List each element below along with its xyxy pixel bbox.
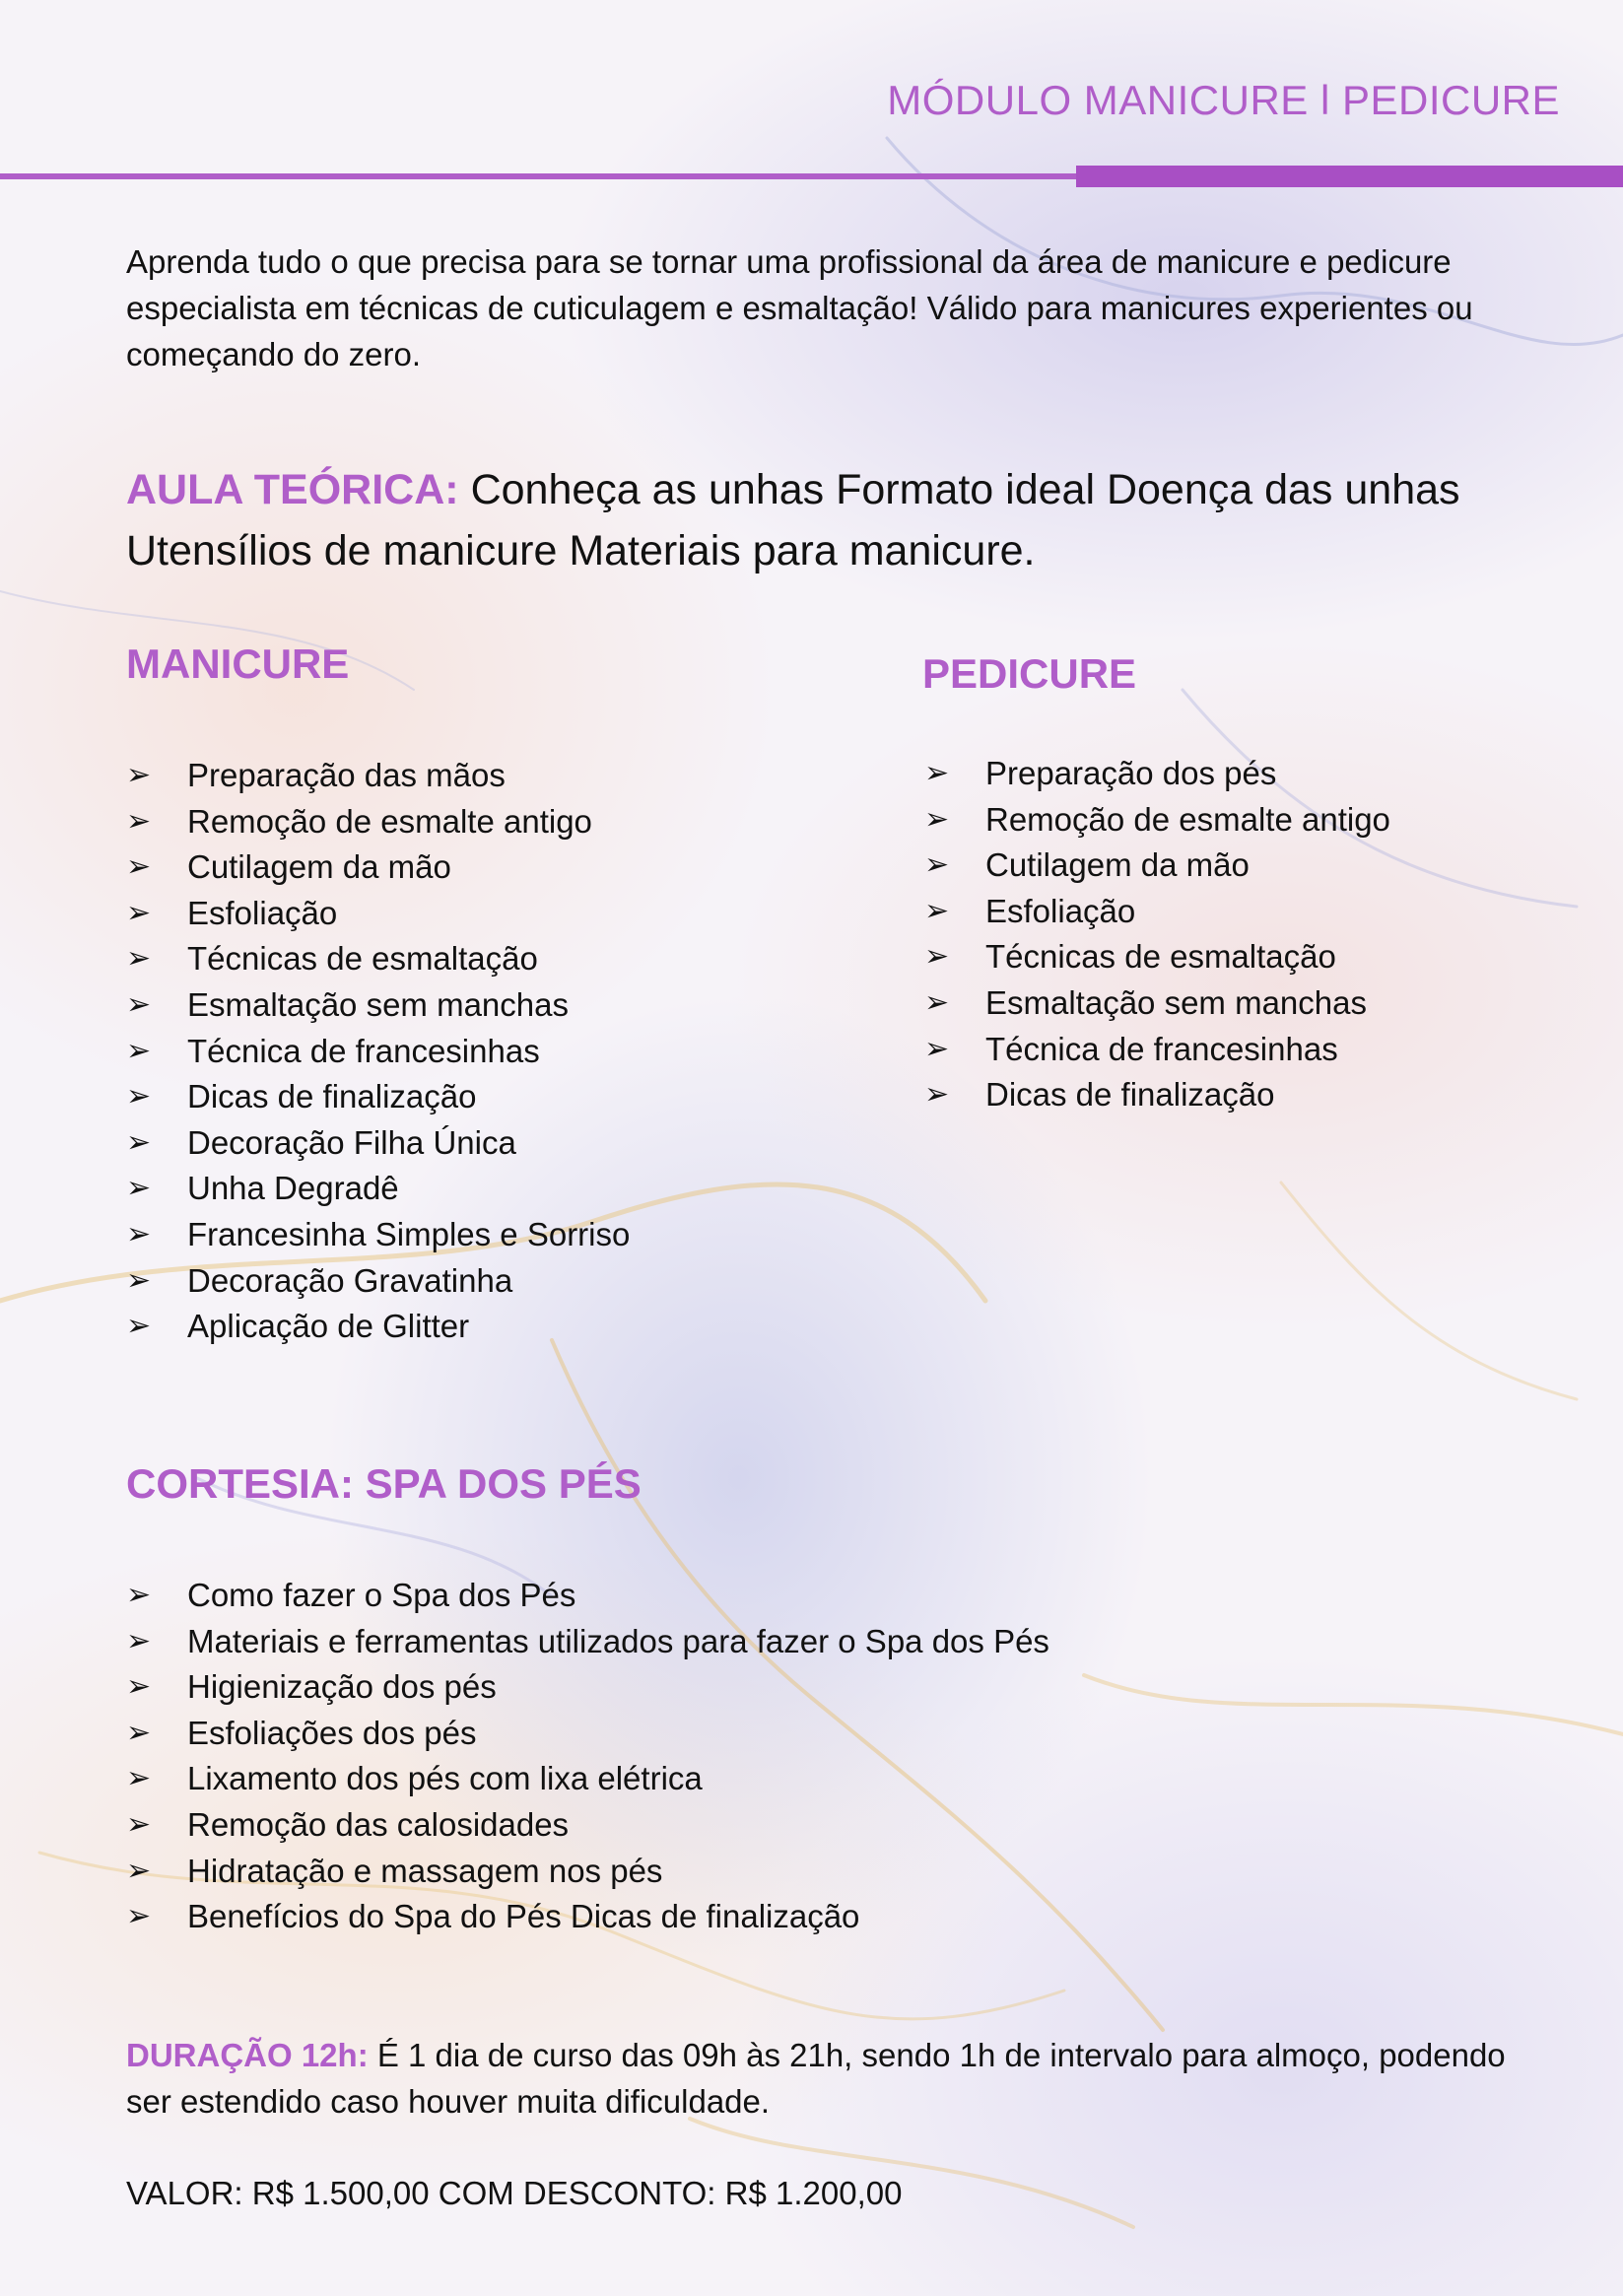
arrow-bullet-icon: ➢ [126,1263,152,1297]
arrow-bullet-icon: ➢ [126,1900,152,1933]
list-item-label: Hidratação e massagem nos pés [187,1852,663,1889]
list-item [126,1074,630,1120]
list-item [924,1027,1390,1073]
arrow-bullet-icon: ➢ [126,1854,152,1887]
list-item-label: Esfoliação [187,894,338,931]
list-item-label: Técnicas de esmaltação [187,940,538,978]
header-rule-thin [0,173,1076,179]
list-item-label: Técnica de francesinhas [187,1032,540,1069]
list-item [126,1304,630,1350]
list-item [126,1711,1049,1757]
arrow-bullet-icon: ➢ [126,759,152,791]
list-item [126,1664,1049,1711]
arrow-bullet-icon: ➢ [126,1716,152,1749]
list-item [126,1802,1049,1849]
list-item [126,1573,1049,1619]
arrow-bullet-icon: ➢ [924,985,950,1019]
manicure-list [126,753,630,1350]
list-item-label: Remoção de esmalte antigo [985,800,1390,838]
arrow-bullet-icon: ➢ [924,848,950,882]
price-line: VALOR: R$ 1.500,00 COM DESCONTO: R$ 1.200,00 [126,2175,903,2211]
arrow-bullet-icon: ➢ [126,942,152,976]
pedicure-title: PEDICURE [922,650,1137,697]
arrow-bullet-icon: ➢ [126,1310,152,1343]
list-item-label: Dicas de finalização [985,1076,1275,1114]
list-item-label: Cutilagem da mão [187,848,451,886]
list-item [126,844,630,891]
list-item [924,1072,1390,1118]
list-item-label: Como fazer o Spa dos Pés [187,1577,576,1613]
list-item-label: Aplicação de Glitter [187,1308,470,1345]
manicure-title: MANICURE [126,641,350,687]
arrow-bullet-icon: ➢ [126,1034,152,1067]
arrow-bullet-icon: ➢ [924,802,950,836]
intro-paragraph: Aprenda tudo o que precisa para se tornar uma profissional da área de manicure e pedicure especialista em técnicas de cuticulagem e esmaltação! Válido para manicures experientes ou começando do zero. [126,243,1473,372]
list-item-label: Preparação das mãos [187,757,506,793]
list-item-label: Lixamento dos pés com lixa elétrica [187,1760,703,1797]
list-item [924,843,1390,889]
list-item [126,1756,1049,1802]
list-item-label: Remoção de esmalte antigo [187,802,592,840]
page-title: MÓDULO MANICURE l PEDICURE [887,77,1560,123]
arrow-bullet-icon: ➢ [924,940,950,974]
arrow-bullet-icon: ➢ [126,1080,152,1114]
spa-list [126,1573,1049,1940]
theory-text: Conheça as unhas Formato ideal Doença das unhas Utensílios de manicure Materiais para manicure. [126,466,1460,574]
list-item [126,1619,1049,1665]
list-item-label: Unha Degradê [187,1170,399,1207]
list-item [126,936,630,982]
list-item-label: Técnica de francesinhas [985,1030,1338,1067]
list-item-label: Higienização dos pés [187,1668,497,1706]
arrow-bullet-icon: ➢ [126,1762,152,1795]
arrow-bullet-icon: ➢ [924,1032,950,1065]
list-item-label: Esmaltação sem manchas [985,983,1367,1021]
list-item [126,1258,630,1305]
list-item-label: Benefícios do Spa do Pés Dicas de finalização [187,1898,860,1935]
duration-paragraph [126,2032,1545,2125]
pedicure-list [924,751,1390,1118]
arrow-bullet-icon: ➢ [924,894,950,927]
duration-text: É 1 dia de curso das 09h às 21h, sendo 1h de intervalo para almoço, podendo ser estendido caso houver muita dificuldade. [126,2037,1506,2120]
list-item [126,753,630,799]
arrow-bullet-icon: ➢ [126,1172,152,1205]
theory-paragraph [126,459,1545,581]
theory-label: AULA TEÓRICA: [126,466,459,513]
list-item [924,889,1390,935]
list-item-label: Decoração Gravatinha [187,1261,513,1299]
list-item-label: Francesinha Simples e Sorriso [187,1215,631,1252]
arrow-bullet-icon: ➢ [126,1807,152,1841]
list-item-label: Materiais e ferramentas utilizados para fazer o Spa dos Pés [187,1622,1049,1659]
list-item [924,934,1390,980]
list-item-label: Cutilagem da mão [985,846,1250,884]
list-item-label: Esmaltação sem manchas [187,985,569,1023]
list-item-label: Técnicas de esmaltação [985,938,1336,976]
arrow-bullet-icon: ➢ [924,757,950,789]
list-item [126,891,630,937]
arrow-bullet-icon: ➢ [126,987,152,1021]
list-item [126,1849,1049,1895]
arrow-bullet-icon: ➢ [924,1078,950,1112]
list-item [126,982,630,1029]
arrow-bullet-icon: ➢ [126,1624,152,1657]
list-item [126,1120,630,1167]
arrow-bullet-icon: ➢ [126,896,152,929]
list-item-label: Decoração Filha Única [187,1123,516,1161]
arrow-bullet-icon: ➢ [126,1217,152,1250]
arrow-bullet-icon: ➢ [126,804,152,838]
arrow-bullet-icon: ➢ [126,850,152,884]
list-item-label: Remoção das calosidades [187,1805,570,1843]
list-item [126,799,630,845]
arrow-bullet-icon: ➢ [126,1670,152,1704]
arrow-bullet-icon: ➢ [126,1125,152,1159]
list-item [924,980,1390,1027]
list-item-label: Esfoliações dos pés [187,1714,477,1751]
header-rule-thick [1076,166,1623,187]
arrow-bullet-icon: ➢ [126,1579,152,1611]
list-item [126,1212,630,1258]
list-item-label: Dicas de finalização [187,1078,477,1115]
duration-label: DURAÇÃO 12h: [126,2037,369,2073]
spa-title: CORTESIA: SPA DOS PÉS [126,1460,642,1507]
list-item-label: Preparação dos pés [985,755,1277,791]
list-item-label: Esfoliação [985,892,1136,929]
list-item [126,1029,630,1075]
list-item [126,1894,1049,1940]
list-item [924,751,1390,797]
list-item [126,1166,630,1212]
list-item [924,797,1390,844]
